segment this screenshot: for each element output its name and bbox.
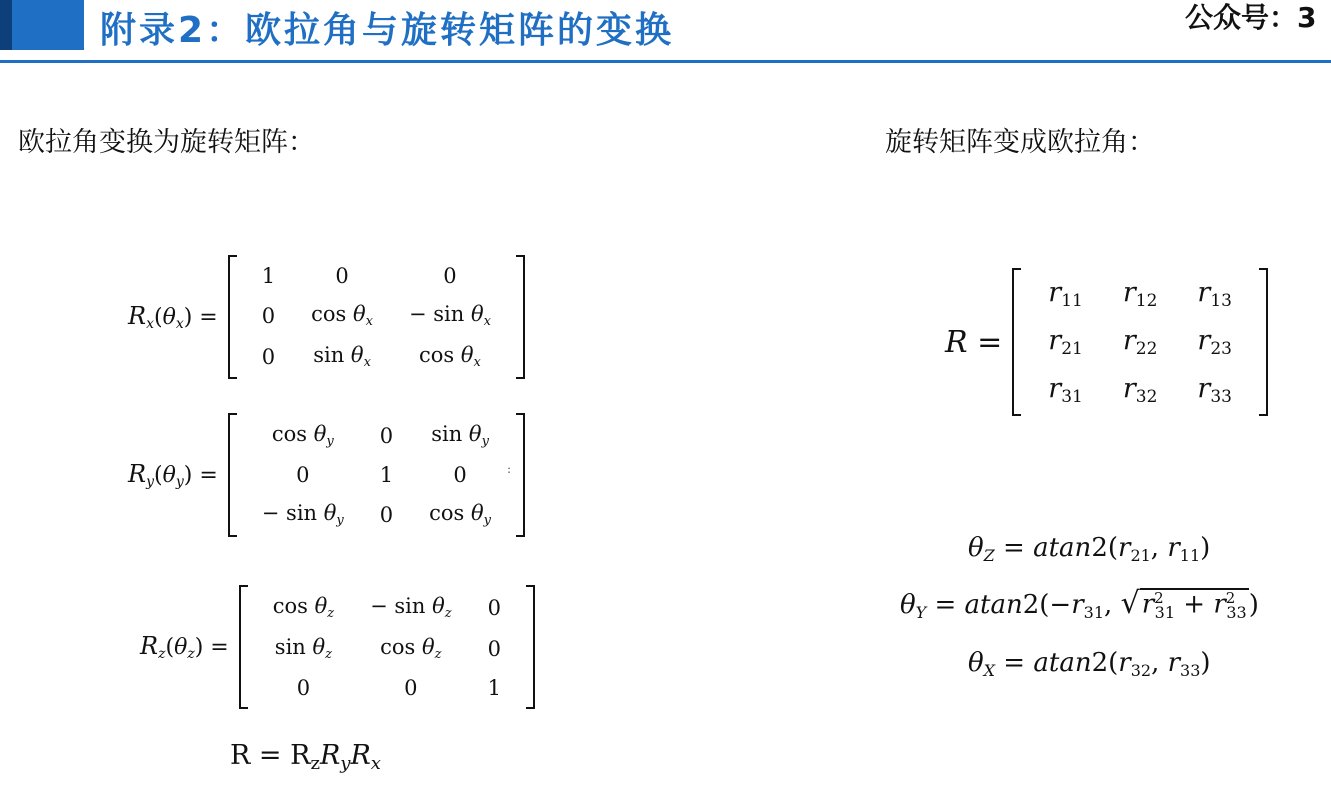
r-cell: $r_{22}$ <box>1122 325 1158 359</box>
r-cell: $r_{12}$ <box>1122 277 1158 311</box>
rx-cell: 1 <box>261 264 276 288</box>
ry-cell: $\sin \theta_y$ <box>431 422 489 449</box>
rx-cell: 0 <box>261 344 276 369</box>
header-account-label: 公众号：3 <box>1185 1 1317 34</box>
rz-cell: 0 <box>487 636 501 661</box>
r-cell: $r_{32}$ <box>1122 373 1158 407</box>
rx-cell: $\cos \theta_x$ <box>419 343 481 370</box>
rx-cell: $\sin \theta_x$ <box>313 343 371 370</box>
header-logo-strip <box>0 0 12 50</box>
rx-cell: $\cos \theta_x$ <box>311 302 373 329</box>
ry-cell: 0 <box>453 463 467 487</box>
ry-equation <box>128 413 525 537</box>
theta-y-formula: $\theta_Y = atan2(-r_{31}$, $√r^2_{31} + r^2_{33}$) <box>900 586 1259 622</box>
r-matrix-equation <box>945 268 1268 416</box>
rx-equation <box>128 255 525 379</box>
ry-cell: $\cos \theta_y$ <box>271 422 334 449</box>
rx-cell: 0 <box>261 303 276 328</box>
r-cell: $r_{21}$ <box>1048 325 1083 359</box>
ry-cell: − $\sin \theta_y$ <box>261 501 344 528</box>
ry-cell: 0 <box>379 502 394 527</box>
rx-matrix <box>228 255 525 379</box>
header-divider <box>0 60 1331 63</box>
ry-matrix <box>228 413 525 537</box>
rz-cell: 0 <box>404 676 418 700</box>
rz-cell: − $\sin \theta_z$ <box>370 594 452 621</box>
ry-cell: $\cos \theta_y$ <box>429 501 492 528</box>
rz-cell: $\cos \theta_z$ <box>380 635 442 662</box>
rz-cell: $\sin \theta_z$ <box>274 635 333 662</box>
right-section-title: 旋转矩阵变成欧拉角： <box>885 127 1155 158</box>
ry-cell: 0 <box>296 463 310 487</box>
r-cell: $r_{31}$ <box>1048 373 1083 407</box>
rx-cell: 0 <box>443 264 457 288</box>
theta-x-formula: $\theta_X = atan2(r_{32}$, $r_{33}$) <box>968 648 1211 680</box>
r-cell: $r_{23}$ <box>1197 325 1232 359</box>
r-matrix <box>1012 268 1268 416</box>
ry-cell: 0 <box>379 423 394 448</box>
rz-lhs: $R_z(\theta_z)$ = <box>140 632 229 662</box>
left-section-title: 欧拉角变换为旋转矩阵： <box>18 127 315 158</box>
r-cell: $r_{13}$ <box>1197 277 1232 311</box>
header-logo-block <box>0 0 84 50</box>
r-matrix-lhs: R = <box>945 324 1003 360</box>
page-title: 附录2：欧拉角与旋转矩阵的变换 <box>100 10 675 51</box>
ry-colon-mark: : <box>507 462 512 476</box>
ry-cell: 1 <box>379 463 394 487</box>
rz-cell: 0 <box>487 595 501 620</box>
rz-cell: 1 <box>487 676 501 700</box>
r-cell: $r_{33}$ <box>1197 373 1232 407</box>
rotation-composition: $R = R_zR_yR_x$ <box>230 740 381 774</box>
rx-cell: 0 <box>335 264 349 288</box>
rx-cell: − $\sin \theta_x$ <box>408 302 491 329</box>
rz-cell: 0 <box>296 676 311 700</box>
rx-lhs: $R_x(\theta_x)$ = <box>128 302 218 332</box>
ry-lhs: $R_y(\theta_y)$ = <box>128 460 218 490</box>
rz-equation <box>140 585 535 709</box>
rz-matrix <box>239 585 535 709</box>
theta-z-formula: $\theta_Z = atan2(r_{21}$, $r_{11}$) <box>968 533 1211 565</box>
rz-cell: $\cos \theta_z$ <box>272 594 335 621</box>
r-cell: $r_{11}$ <box>1048 277 1083 311</box>
